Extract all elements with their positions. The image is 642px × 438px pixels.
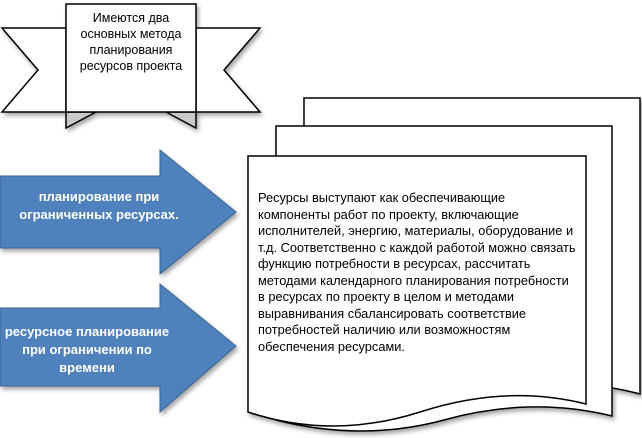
banner-left-fold (66, 112, 96, 128)
document-text: Ресурсы выступают как обеспечивающие компоненты работ по проекту, включающие исполнителей, энергию, материалы, оборудование и т.д. Соответственно с каждой работой можно связать функцию потребности в ресурсах, рассчитать методами календарного планирования потребности в ресурсах по проекту в целом и методами выравнивания сбалансировать соответствие потребностей наличию или возможностям обеспечения ресурсами. (258, 190, 576, 354)
banner-left-tail (2, 28, 66, 112)
banner-text: Имеются два основных метода планирования ресурсов проекта (79, 11, 183, 73)
arrow-time-constraint-label: ресурсное планирование при ограничении по времени (4, 324, 170, 375)
banner-right-tail (196, 28, 260, 112)
arrow-limited-resources-label: планирование при ограниченных ресурсах. (19, 189, 179, 222)
banner-right-fold (166, 112, 196, 128)
